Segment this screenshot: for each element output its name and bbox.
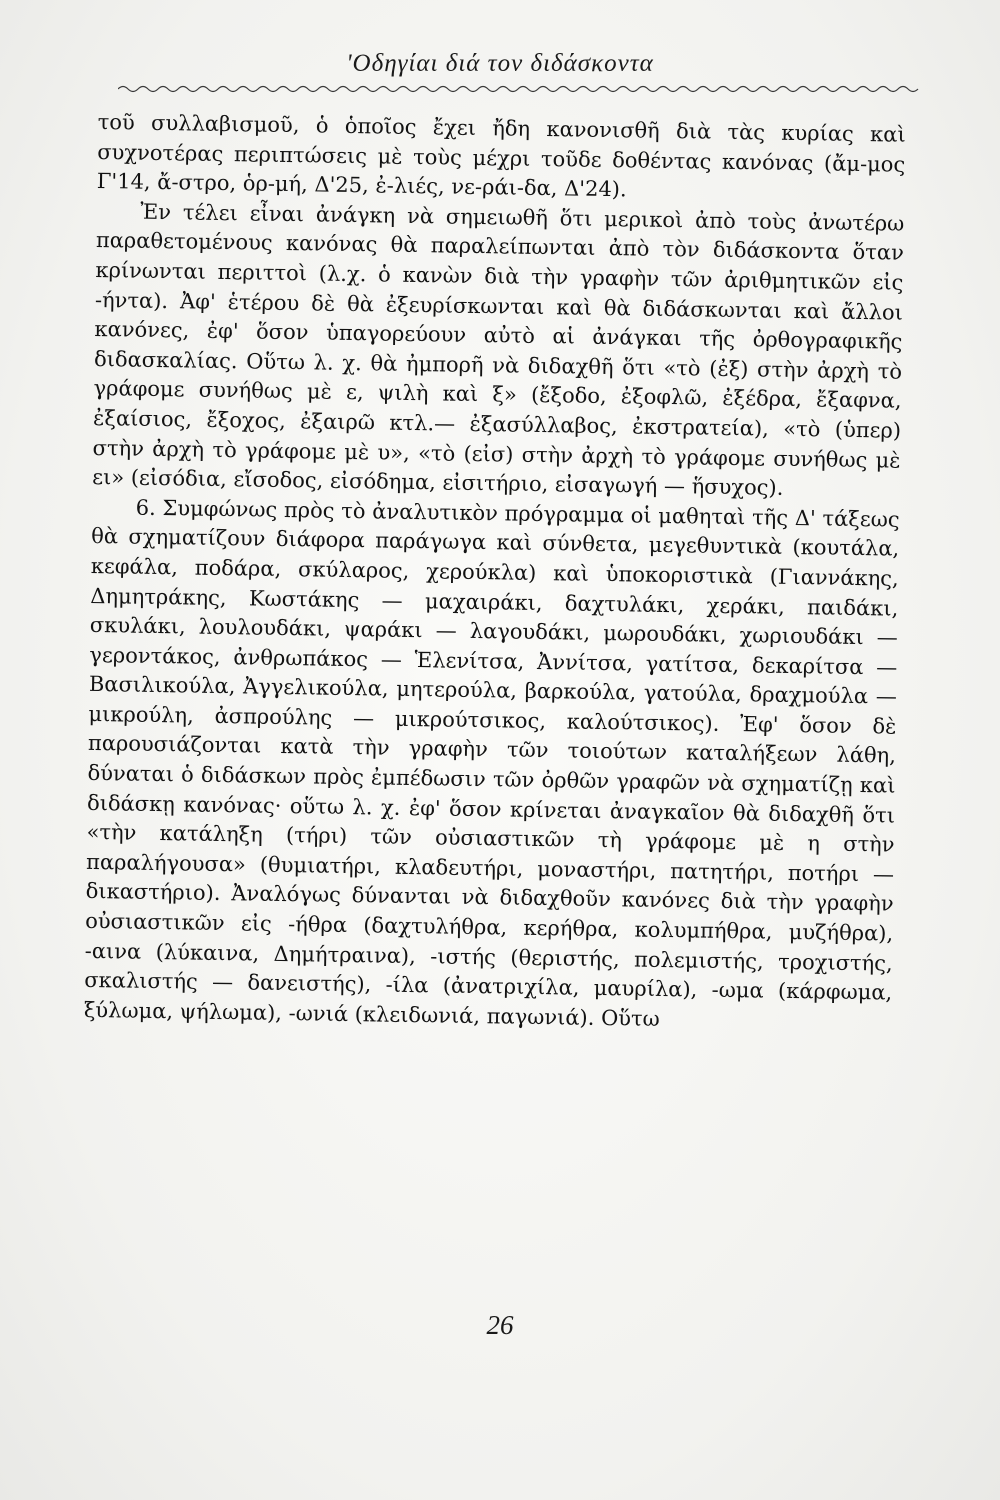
page-number: 26 (486, 1310, 514, 1340)
header-wavy-rule (118, 84, 922, 94)
paragraph-section-6: 6. Συμφώνως πρὸς τὸ ἀναλυτικὸν πρόγραμμα οἱ μαθηταὶ τῆς Δ' τάξεως θὰ σχηματίζουν διάφορα παράγωγα καὶ σύνθετα, μεγεθυντικὰ (κουτάλα, κεφάλα, ποδάρα, σκύλαρος, χερούκλα) καὶ ὑποκοριστικὰ (Γιαννάκης, Δημητράκης, Κωστάκης — μαχαιράκι, δαχτυλάκι, χεράκι, παιδάκι, σκυλάκι, λουλουδάκι, ψαράκι — λαγουδάκι, μωρουδάκι, χωριουδάκι — γεροντάκος, ἀνθρωπάκος — Ἑλενίτσα, Ἀννίτσα, γατίτσα, δεκαρίτσα — Βασιλικούλα, Ἀγγελικούλα, μητερούλα, βαρκούλα, γατούλα, δραχμούλα — μικρούλη, ἀσπρούλης — μικρούτσικος, καλούτσικος). Ἐφ' ὅσον δὲ παρουσιάζονται κατὰ τὴν γραφὴν τῶν τοιούτων καταλήξεων λάθη, δύναται ὁ διδάσκων πρὸς ἐμπέδωσιν τῶν ὀρθῶν γραφῶν νὰ σχηματίζῃ καὶ διδάσκῃ κανόνας· οὕτω λ. χ. ἐφ' ὅσον κρίνεται ἀναγκαῖον θὰ διδαχθῆ ὅτι «τὴν κατάληξη (τήρι) τῶν οὐσιαστικῶν τὴ γράφομε μὲ η στὴν παραλήγουσα» (θυμιατήρι, κλαδευτήρι, μοναστήρι, πατητήρι, ποτήρι — δικαστήριο). Ἀναλόγως δύνανται νὰ διδαχθοῦν κανόνες διὰ τὴν γραφὴν οὐσιαστικῶν εἰς -ήθρα (δαχτυλήθρα, κερήθρα, κολυμπήθρα, μυζήθρα), -αινα (λύκαινα, Δημήτραινα), -ιστής (θεριστής, πολεμιστής, τροχιστής, σκαλιστής — δανειστής), -ίλα (ἀνατριχίλα, μαυρίλα), -ωμα (κάρφωμα, ξύλωμα, ψήλωμα), -ωνιά (κλειδωνιά, παγωνιά). Οὕτω (83, 495, 900, 1031)
body-text (84, 108, 906, 1038)
running-head: 'Οδηγίαι διά τον διδάσκοντα (346, 50, 654, 77)
paragraph-continuation: τοῦ συλλαβισμοῦ, ὁ ὁποῖος ἔχει ἤδη κανονισθῆ διὰ τὰς κυρίας καὶ συχνοτέρας περιπτώσεις μὲ τοὺς μέχρι τοῦδε δοθέντας κανόνας (ἄμ-μος Γ'14, ἄ-στρο, ὁρ-μή, Δ'25, ἐ-λιές, νε-ράι-δα, Δ'24). (96, 109, 906, 202)
paragraph-exceptions: Ἐν τέλει εἶναι ἀνάγκη νὰ σημειωθῆ ὅτι μερικοὶ ἀπὸ τοὺς ἀνωτέρω παραθετομένους κανόνας θὰ παραλείπωνται ἀπὸ τὸν διδάσκοντα ὅταν κρίνωνται περιττοὶ (λ.χ. ὁ κανὼν διὰ τὴν γραφὴν τῶν ἀριθμητικῶν εἰς -ήντα). Ἀφ' ἑτέρου δὲ θὰ ἐξευρίσκωνται καὶ θὰ διδάσκωνται καὶ ἄλλοι κανόνες, ἐφ' ὅσον ὑπαγορεύουν αὐτὸ αἱ ἀνάγκαι τῆς ὀρθογραφικῆς διδασκαλίας. Οὕτω λ. χ. θὰ ἠμπορῆ νὰ διδαχθῆ ὅτι «τὸ (ἐξ) στὴν ἀρχὴ τὸ γράφομε συνήθως μὲ ε, ψιλὴ καὶ ξ» (ἔξοδο, ἐξοφλῶ, ἐξέδρα, ἔξαφνα, ἐξαίσιος, ἔξοχος, ἐξαιρῶ κτλ.— ἐξασύλλαβος, ἐκστρατεία), «τὸ (ὑπερ) στὴν ἀρχὴ τὸ γράφομε μὲ υ», «τὸ (εἰσ) στὴν ἀρχὴ τὸ γράφομε συνήθως μὲ ει» (εἰσόδια, εἴσοδος, εἰσόδημα, εἰσιτήριο, εἰσαγωγή — ἥσυχος). (92, 199, 905, 500)
